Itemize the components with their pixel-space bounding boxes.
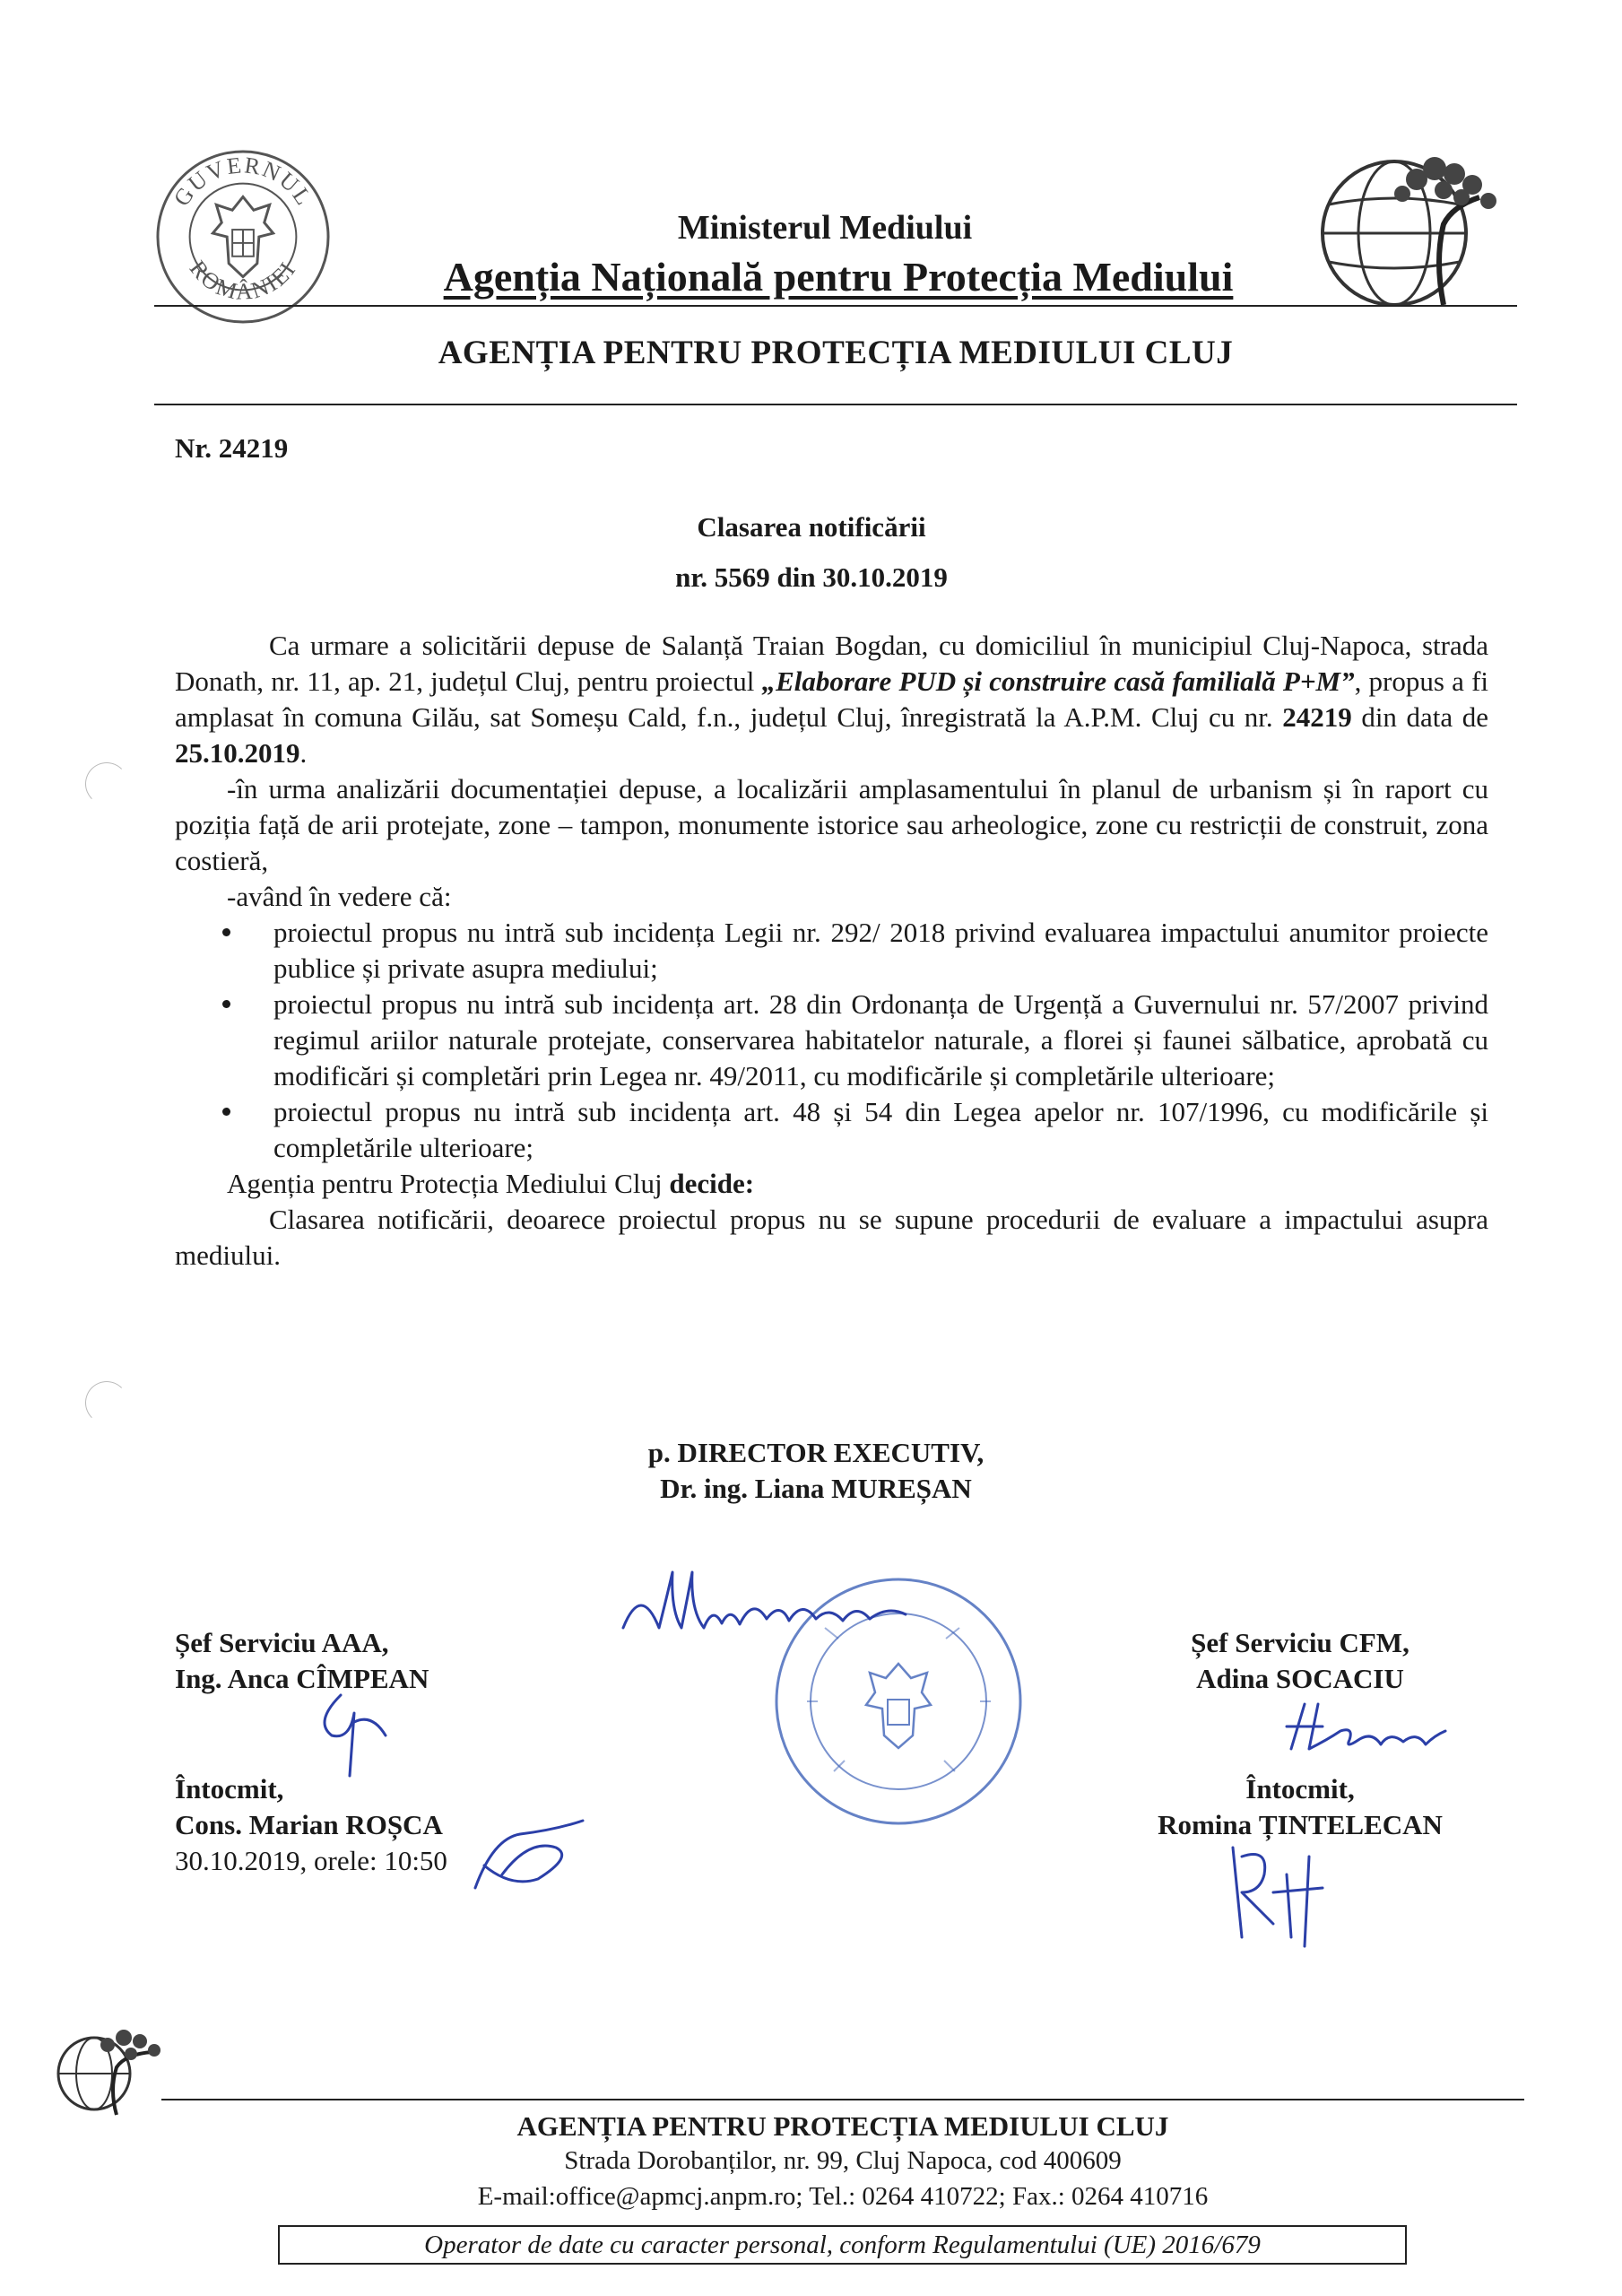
svg-text:ROMÂNIEI [185, 256, 301, 305]
text-span: Ca urmare a solicitării depuse de Salanță Traian Bogdan, cu domiciliul în municipiul Cluj-Napoca, strada Donath, nr. 11, ap. 21, județul Cluj, pentru proiectul [175, 630, 1488, 697]
seal-text-top: GUVERNUL [168, 152, 318, 212]
footer-divider [161, 2099, 1524, 2100]
prepared-by-label: Întocmit, [175, 1773, 284, 1805]
paragraph-considering: -având în vedere că: [227, 881, 452, 912]
punch-hole-mark [85, 1381, 128, 1424]
list-item [175, 915, 1488, 987]
government-seal-icon [154, 148, 332, 326]
aaa-head-signature-icon [305, 1686, 412, 1785]
right-prepared-by-block [1112, 1771, 1488, 1843]
director-signature-icon [619, 1565, 959, 1646]
prepared-by-label: Întocmit, [1245, 1773, 1355, 1805]
document-subtitle: nr. 5569 din 30.10.2019 [675, 561, 948, 593]
registration-number: Nr. 24219 [175, 432, 289, 464]
text-span: din data de [1351, 701, 1488, 733]
director-name: Dr. ing. Liana MUREȘAN [660, 1473, 972, 1504]
director-role: p. DIRECTOR EXECUTIV, [647, 1437, 984, 1468]
right-prepared-signature-icon [1224, 1839, 1340, 1955]
cfm-head-role: Șef Serviciu CFM, [1191, 1627, 1409, 1658]
registration-nr: 24219 [1282, 701, 1352, 733]
header-divider [154, 305, 1517, 307]
list-item-text: proiectul propus nu intră sub incidența art. 28 din Ordonanța de Urgență a Guvernului nr. 57/2007 privind regimul ariilor naturale protejate, conservarea habitatelor naturale, a florei și faunei sălbatice, aprobată cu modificări și completări prin Legea nr. 49/2011, cu modificările și completările ulterioare; [273, 988, 1488, 1091]
punch-hole-mark [85, 762, 128, 805]
cfm-head-name: Adina SOCACIU [1196, 1663, 1404, 1694]
list-item-text: proiectul propus nu intră sub incidența art. 48 și 54 din Legea apelor nr. 107/1996, cu modificările și completările ulterioare; [273, 1096, 1488, 1163]
decide-label: decide: [669, 1168, 755, 1199]
paragraph-request [175, 628, 1488, 771]
prepared-by-name: Cons. Marian ROȘCA [175, 1809, 443, 1840]
gdpr-operator-notice: Operator de date cu caracter personal, conform Regulamentului (UE) 2016/679 [278, 2225, 1407, 2265]
left-prepared-signature-icon [466, 1803, 592, 1892]
document-title: Clasarea notificării [697, 511, 926, 543]
bullet-icon [222, 1000, 230, 1008]
seal-text-bottom: ROMÂNIEI [184, 255, 302, 305]
paragraph-conclusion: Clasarea notificării, deoarece proiectul propus nu se supune procedurii de evaluare a impactului asupra mediului. [175, 1204, 1488, 1271]
document-body [175, 628, 1488, 1274]
paragraph-analysis: -în urma analizării documentației depuse, a localizării amplasamentului în planul de urbanism și în raport cu poziția față de arii protejate, zone – tampon, monumente istorice sau arheologice, zone cu restricții de construit, zona costieră, [175, 773, 1488, 876]
text-span: . [299, 737, 308, 769]
footer-contact: E-mail:office@apmcj.anpm.ro; Tel.: 0264 410722; Fax.: 0264 410716 [477, 2182, 1209, 2211]
left-prepared-by-block [175, 1771, 447, 1879]
paragraph-decision [175, 1166, 1488, 1202]
prepared-timestamp: 30.10.2019, orele: 10:50 [175, 1845, 447, 1876]
list-item [175, 1094, 1488, 1166]
prepared-by-name: Romina ȚINTELECAN [1158, 1809, 1443, 1840]
anpm-globe-tree-logo-icon [1309, 135, 1506, 314]
registration-date: 25.10.2019 [175, 737, 300, 769]
footer-globe-tree-logo-icon [54, 2018, 170, 2117]
aaa-head-name: Ing. Anca CÎMPEAN [175, 1663, 429, 1694]
project-name: „Elaborare PUD și construire casă familială P+M” [761, 665, 1355, 697]
apm-cluj-title: AGENȚIA PENTRU PROTECȚIA MEDIULUI CLUJ [438, 335, 1234, 371]
cfm-head-signature-icon [1273, 1695, 1453, 1758]
agency-name: Agenția Națională pentru Protecția Mediului [443, 254, 1234, 300]
aaa-head-role: Șef Serviciu AAA, [175, 1627, 389, 1658]
text-span: Agenția pentru Protecția Mediului Cluj [227, 1168, 670, 1199]
text-span: , propus a fi amplasat în comuna Gilău, sat Someșu Cald, f.n., județul Cluj, înregistrată la A.P.M. Cluj cu nr. [175, 665, 1488, 733]
svg-text:GUVERNUL [169, 152, 318, 211]
list-item [175, 987, 1488, 1094]
footer-agency-title: AGENȚIA PENTRU PROTECȚIA MEDIULUI CLUJ [516, 2110, 1169, 2142]
bullet-icon [222, 1108, 230, 1116]
list-item-text: proiectul propus nu intră sub incidența Legii nr. 292/ 2018 privind evaluarea impactului anumitor proiecte publice și private asupra mediului; [273, 917, 1488, 984]
bullet-icon [222, 928, 230, 936]
considerations-list [175, 915, 1488, 1166]
footer-address: Strada Dorobanților, nr. 99, Cluj Napoca, cod 400609 [564, 2146, 1122, 2175]
document-title-block [269, 502, 1354, 603]
ministry-name: Ministerul Mediului [677, 209, 973, 247]
director-signature-block [574, 1435, 1058, 1507]
header-divider [154, 404, 1517, 405]
cfm-head-signature-block [1121, 1625, 1479, 1697]
